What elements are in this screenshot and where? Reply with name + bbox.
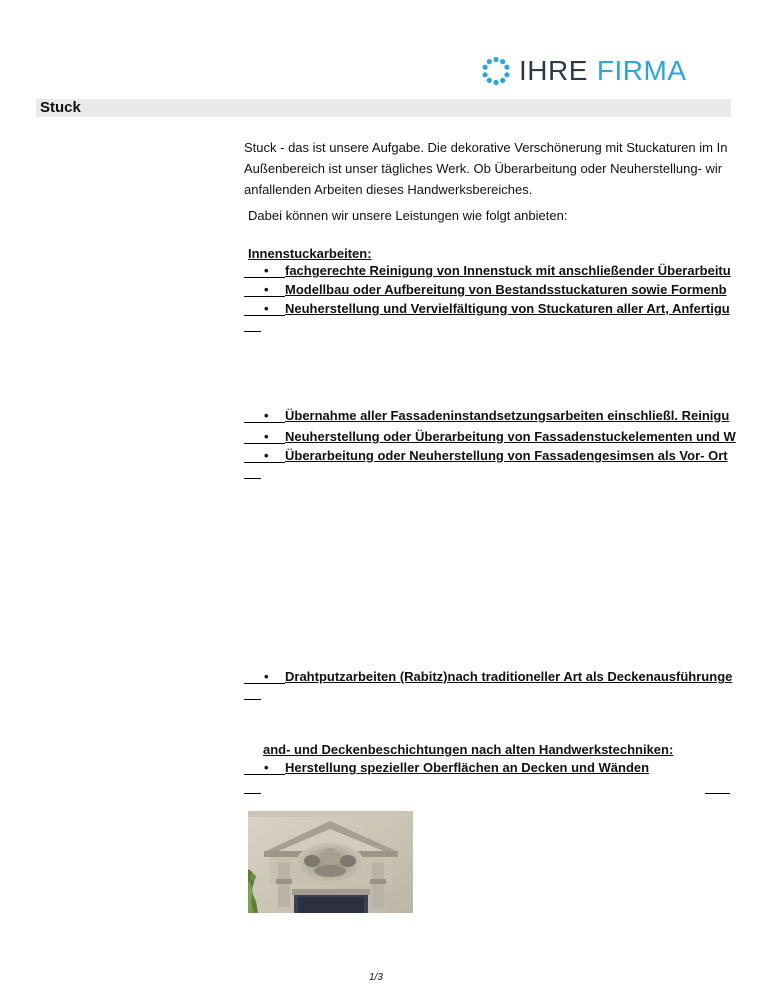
logo-word-2: FIRMA — [596, 55, 687, 86]
bullet: • — [264, 282, 269, 297]
separator-dash — [705, 793, 730, 794]
bullet: • — [264, 448, 269, 463]
intro-line-1: Stuck - das ist unsere Aufgabe. Die dekorative Verschönerung mit Stuckaturen im In — [244, 140, 728, 155]
section-title: Stuck — [36, 99, 731, 117]
facade-item-text: Überarbeitung oder Neuherstellung von Fassadengesimsen als Vor- Ort — [285, 448, 728, 463]
separator-dash — [244, 699, 261, 700]
bullet: • — [264, 263, 269, 278]
interior-item-text: fachgerechte Reinigung von Innenstuck mit anschließender Überarbeitu — [285, 263, 731, 278]
intro-line-3: anfallenden Arbeiten dieses Handwerksbereiches. — [244, 182, 533, 197]
logo-word-1: IHRE — [519, 55, 588, 86]
bullet: • — [264, 429, 269, 444]
facade-stucco-window-photo-icon — [248, 811, 413, 913]
rabitz-item-text: Drahtputzarbeiten (Rabitz)nach traditioneller Art als Deckenausführunge — [285, 669, 733, 684]
intro-paragraph — [244, 137, 727, 200]
bullet: • — [264, 669, 269, 684]
coatings-heading: and- und Deckenbeschichtungen nach alten Handwerkstechniken: — [263, 742, 674, 757]
facade-item-text: Neuherstellung oder Überarbeitung von Fassadenstuckelementen und W — [285, 429, 736, 444]
page-number: 1/3 — [369, 972, 383, 983]
bullet: • — [264, 301, 269, 316]
coatings-item-text: Herstellung spezieller Oberflächen an Decken und Wänden — [285, 760, 650, 775]
facade-stucco-photo — [248, 811, 413, 913]
bullet: • — [264, 408, 269, 423]
interior-heading: Innenstuckarbeiten: — [248, 246, 372, 261]
services-intro: Dabei können wir unsere Leistungen wie folgt anbieten: — [248, 208, 568, 223]
facade-item-text: Übernahme aller Fassadeninstandsetzungsarbeiten einschließl. Reinigu — [285, 408, 730, 423]
interior-item-text: Modellbau oder Aufbereitung von Bestandsstuckaturen sowie Formenb — [285, 282, 727, 297]
separator-dash — [244, 478, 261, 479]
company-logo — [481, 56, 687, 86]
separator-dash — [244, 331, 261, 332]
logo-ring-icon — [481, 56, 511, 86]
intro-line-2: Außenbereich ist unser tägliches Werk. Ob Überarbeitung oder Neuherstellung- wir — [244, 161, 723, 176]
interior-item-text: Neuherstellung und Vervielfältigung von Stuckaturen aller Art, Anfertigu — [285, 301, 730, 316]
bullet: • — [264, 760, 269, 775]
separator-dash — [244, 793, 261, 794]
